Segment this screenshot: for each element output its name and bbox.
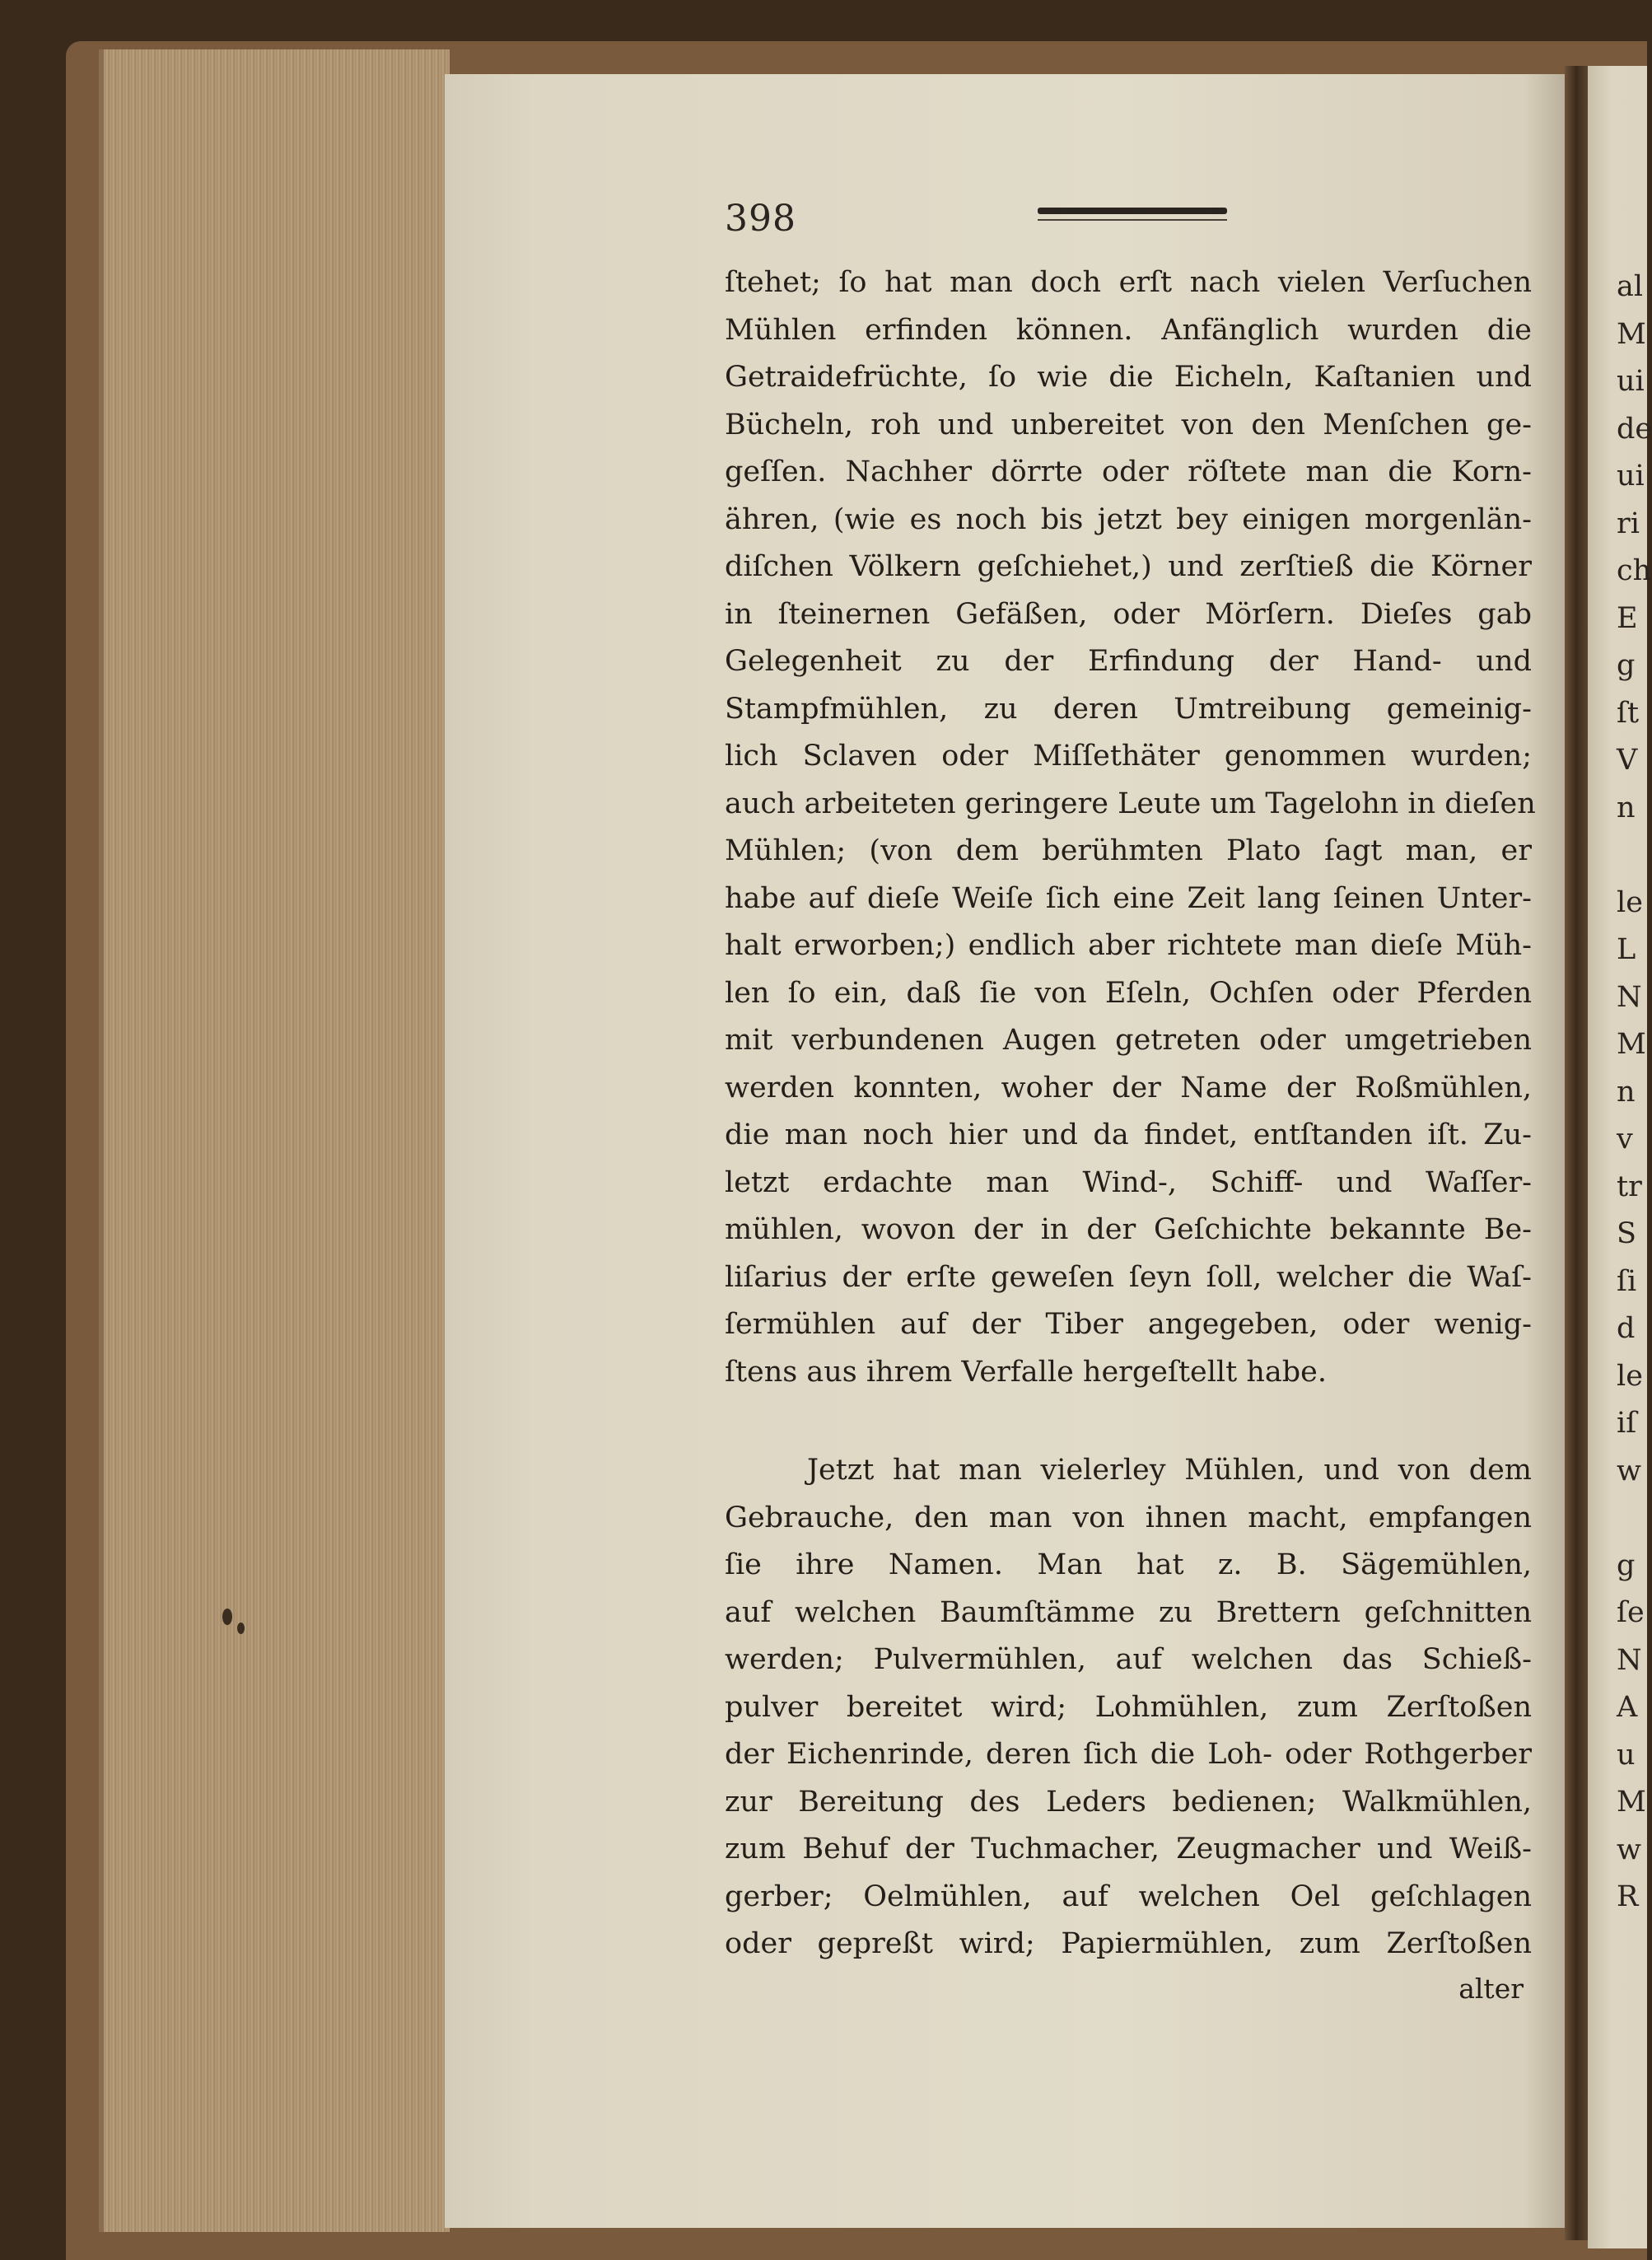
facing-line: ui — [1617, 460, 1645, 493]
facing-line: le — [1617, 885, 1643, 919]
foxing-spot — [222, 1609, 232, 1625]
text-line: Mühlen; (von dem berühmten Plato ſagt man, er — [725, 834, 1532, 867]
facing-line: w — [1617, 1833, 1641, 1866]
header-rule-thin — [1038, 219, 1227, 221]
text-line: pulver bereitet wird; Lohmühlen, zum Zerſtoßen — [725, 1690, 1532, 1724]
facing-line: N — [1617, 980, 1642, 1014]
text-line: gerber; Oelmühlen, auf welchen Oel geſchlagen — [725, 1879, 1532, 1913]
text-line: len ſo ein, daß ſie von Eſeln, Ochſen oder Pferden — [725, 976, 1532, 1010]
foxing-spot — [237, 1623, 245, 1634]
facing-line — [1617, 1495, 1647, 1543]
facing-line: d — [1617, 1312, 1636, 1345]
facing-line: M — [1617, 317, 1646, 351]
facing-line: v — [1617, 1123, 1633, 1156]
facing-line: ſi — [1617, 1264, 1637, 1298]
facing-line: ui — [1617, 365, 1645, 398]
facing-line: ri — [1617, 507, 1640, 540]
facing-line: V — [1617, 744, 1638, 777]
text-line: zur Bereitung des Leders bedienen; Walkmühlen, — [725, 1785, 1532, 1819]
page-edges — [99, 49, 450, 2232]
text-line: geſſen. Nachher dörrte oder röſtete man die Korn- — [725, 455, 1532, 488]
text-line: lich Sclaven oder Miſſethäter genommen wurden; — [725, 740, 1532, 773]
facing-line: R — [1617, 1880, 1639, 1913]
page-body-text — [725, 259, 1536, 2010]
facing-line: n — [1617, 1075, 1636, 1109]
facing-line: iſ — [1617, 1407, 1637, 1440]
facing-line: S — [1617, 1217, 1636, 1250]
text-line: ſie ihre Namen. Man hat z. B. Sägemühlen, — [725, 1548, 1532, 1581]
facing-line — [1617, 832, 1647, 880]
text-line: mit verbundenen Augen getreten oder umgetrieben — [725, 1024, 1532, 1057]
facing-line: al — [1617, 270, 1644, 303]
text-line: Stampfmühlen, zu deren Umtreibung gemeinig- — [725, 692, 1532, 726]
facing-line: u — [1617, 1738, 1636, 1772]
facing-line: M — [1617, 1028, 1646, 1061]
text-line: Mühlen erfinden können. Anfänglich wurden die — [725, 313, 1532, 347]
text-line: ähren, (wie es noch bis jetzt bey einigen morgenlän- — [725, 502, 1532, 536]
facing-page-text — [1617, 264, 1652, 1921]
facing-line: tr — [1617, 1170, 1642, 1203]
text-line: auch arbeiteten geringere Leute um Tagelohn in dieſen — [725, 787, 1536, 820]
text-line: ſtens aus ihrem Verfalle hergeſtellt habe. — [725, 1355, 1327, 1389]
text-line: die man noch hier und da findet, entſtanden iſt. Zu- — [725, 1118, 1532, 1151]
text-line: letzt erdachte man Wind-, Schiff- und Waſſer- — [725, 1165, 1532, 1199]
facing-line: g — [1617, 649, 1636, 682]
text-line: werden; Pulvermühlen, auf welchen das Schieß- — [725, 1643, 1532, 1676]
text-line: diſchen Völkern geſchiehet,) und zerſtieß die Körner — [725, 550, 1532, 583]
facing-line: de — [1617, 412, 1652, 446]
page-number: 398 — [725, 198, 796, 240]
paragraph-gap — [725, 1396, 1532, 1447]
text-line: Gebrauche, den man von ihnen macht, empfangen — [725, 1501, 1532, 1534]
text-line: der Eichenrinde, deren ſich die Loh- oder Rothgerber — [725, 1738, 1532, 1771]
text-line: Bücheln, roh und unbereitet von den Menſchen ge- — [725, 408, 1532, 441]
facing-line: M — [1617, 1786, 1646, 1819]
text-line: ſtehet; ſo hat man doch erſt nach vielen Verſuchen — [725, 266, 1532, 299]
facing-line: L — [1617, 933, 1636, 966]
facing-line: A — [1617, 1691, 1638, 1724]
text-line: ſermühlen auf der Tiber angegeben, oder wenig- — [725, 1308, 1532, 1341]
text-line: habe auf dieſe Weiſe ſich eine Zeit lang ſeinen Unter- — [725, 881, 1532, 915]
text-line: Gelegenheit zu der Erfindung der Hand- und — [725, 645, 1532, 678]
paragraph-2 — [725, 1447, 1532, 1968]
paragraph-1 — [725, 259, 1536, 1396]
text-line: mühlen, wovon der in der Geſchichte bekannte Be- — [725, 1213, 1532, 1246]
facing-line: ch — [1617, 554, 1652, 587]
text-line: Getraidefrüchte, ſo wie die Eicheln, Kaſtanien und — [725, 361, 1532, 394]
text-line: werden konnten, woher der Name der Roßmühlen, — [725, 1071, 1532, 1104]
text-line: in ſteinernen Gefäßen, oder Mörſern. Dieſes gab — [725, 597, 1532, 631]
facing-line: ſt — [1617, 696, 1640, 730]
facing-line: N — [1617, 1643, 1642, 1677]
facing-line: n — [1617, 791, 1636, 824]
facing-line: le — [1617, 1359, 1643, 1393]
text-line: liſarius der erſte geweſen ſeyn ſoll, welcher die Waſ- — [725, 1260, 1532, 1294]
catchword: alter — [1458, 1972, 1524, 2005]
text-line: halt erworben;) endlich aber richtete man dieſe Müh- — [725, 929, 1532, 962]
facing-line: ſe — [1617, 1596, 1645, 1629]
facing-line: g — [1617, 1548, 1636, 1582]
text-line: oder gepreßt wird; Papiermühlen, zum Zerſtoßen — [725, 1927, 1532, 1960]
text-line: zum Behuf der Tuchmacher, Zeugmacher und Weiß- — [725, 1833, 1532, 1865]
facing-line: w — [1617, 1454, 1641, 1487]
facing-line: E — [1617, 601, 1638, 635]
text-line: Jetzt hat man vielerley Mühlen, und von dem — [807, 1454, 1532, 1487]
header-rule — [1038, 208, 1227, 214]
book-gutter — [1565, 66, 1588, 2240]
text-line: auf welchen Baumſtämme zu Brettern geſchnitten — [725, 1595, 1532, 1629]
